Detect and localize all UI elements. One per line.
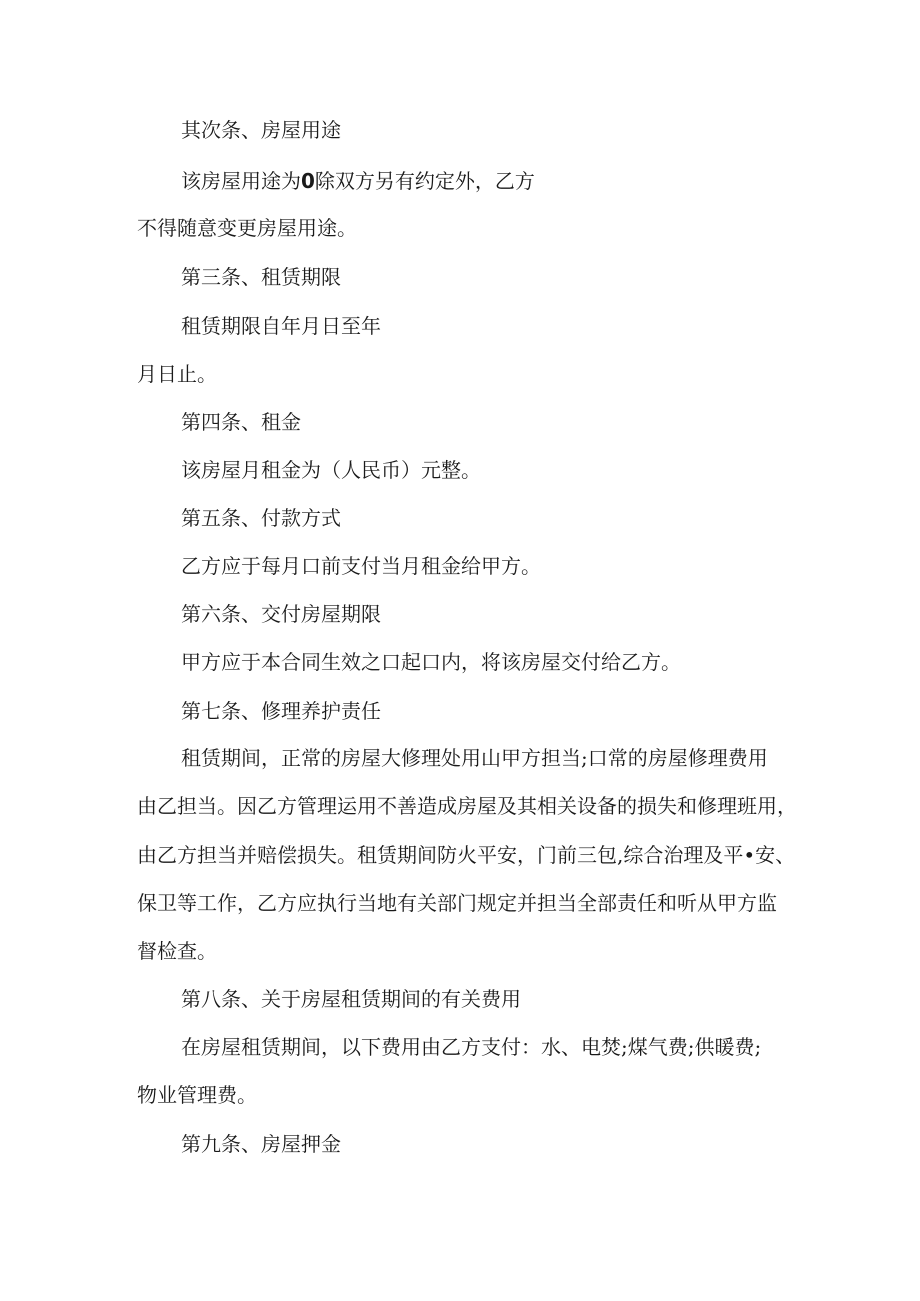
- article-2-body-line-1: [181, 167, 535, 195]
- article-2-text-a: 该房屋用途为: [181, 169, 301, 193]
- article-6-body-line-1: 甲方应于本合同生效之口起口内，将该房屋交付给乙方。: [181, 650, 681, 674]
- article-7-body-line-4: 保卫等工作，乙方应执行当地有关部门规定并担当全部责任和听从甲方监: [137, 891, 777, 915]
- article-8-body-line-2: 物业管理费。: [137, 1083, 257, 1107]
- article-5-body-line-1: 乙方应于每月口前支付当月租金给甲方。: [181, 554, 541, 578]
- article-7-body-line-2: 由乙担当。因乙方管理运用不善造成房屋及其相关设备的损失和修理班用，: [137, 794, 797, 818]
- article-7-body-line-5: 督检查。: [137, 939, 217, 963]
- article-3-body-line-2: 月日止。: [137, 362, 217, 386]
- article-4-body-line-1: 该房屋月租金为（人民币）元整。: [181, 458, 481, 482]
- article-2-body-line-2: 不得随意变更房屋用途。: [137, 216, 357, 240]
- article-8-body-line-1: 在房屋租赁期间，以下费用由乙方支付：水、电焚;煤气费;供暖费;: [181, 1035, 762, 1059]
- article-7-body-line-1: 租赁期间，正常的房屋大修理处用山甲方担当;口常的房屋修理费用: [181, 746, 768, 770]
- article-7-heading: 第七条、修理养护责任: [181, 699, 381, 723]
- article-6-heading: 第六条、交付房屋期限: [181, 602, 381, 626]
- article-2-heading: 其次条、房屋用途: [181, 118, 341, 142]
- article-4-heading: 第四条、租金: [181, 410, 301, 434]
- article-2-zero: 0: [301, 169, 315, 193]
- article-8-heading: 第八条、关于房屋租赁期间的有关费用: [181, 987, 521, 1011]
- article-3-heading: 第三条、租赁期限: [181, 265, 341, 289]
- article-7-body-line-3: 由乙方担当并赔偿损失。租赁期间防火平安，门前三包,综合治理及平•安、: [137, 843, 796, 867]
- article-9-heading: 第九条、房屋押金: [181, 1132, 341, 1156]
- article-3-body-line-1: 租赁期限自年月日至年: [181, 314, 381, 338]
- article-2-text-b: 除双方另有约定外，乙方: [314, 169, 535, 193]
- article-5-heading: 第五条、付款方式: [181, 506, 341, 530]
